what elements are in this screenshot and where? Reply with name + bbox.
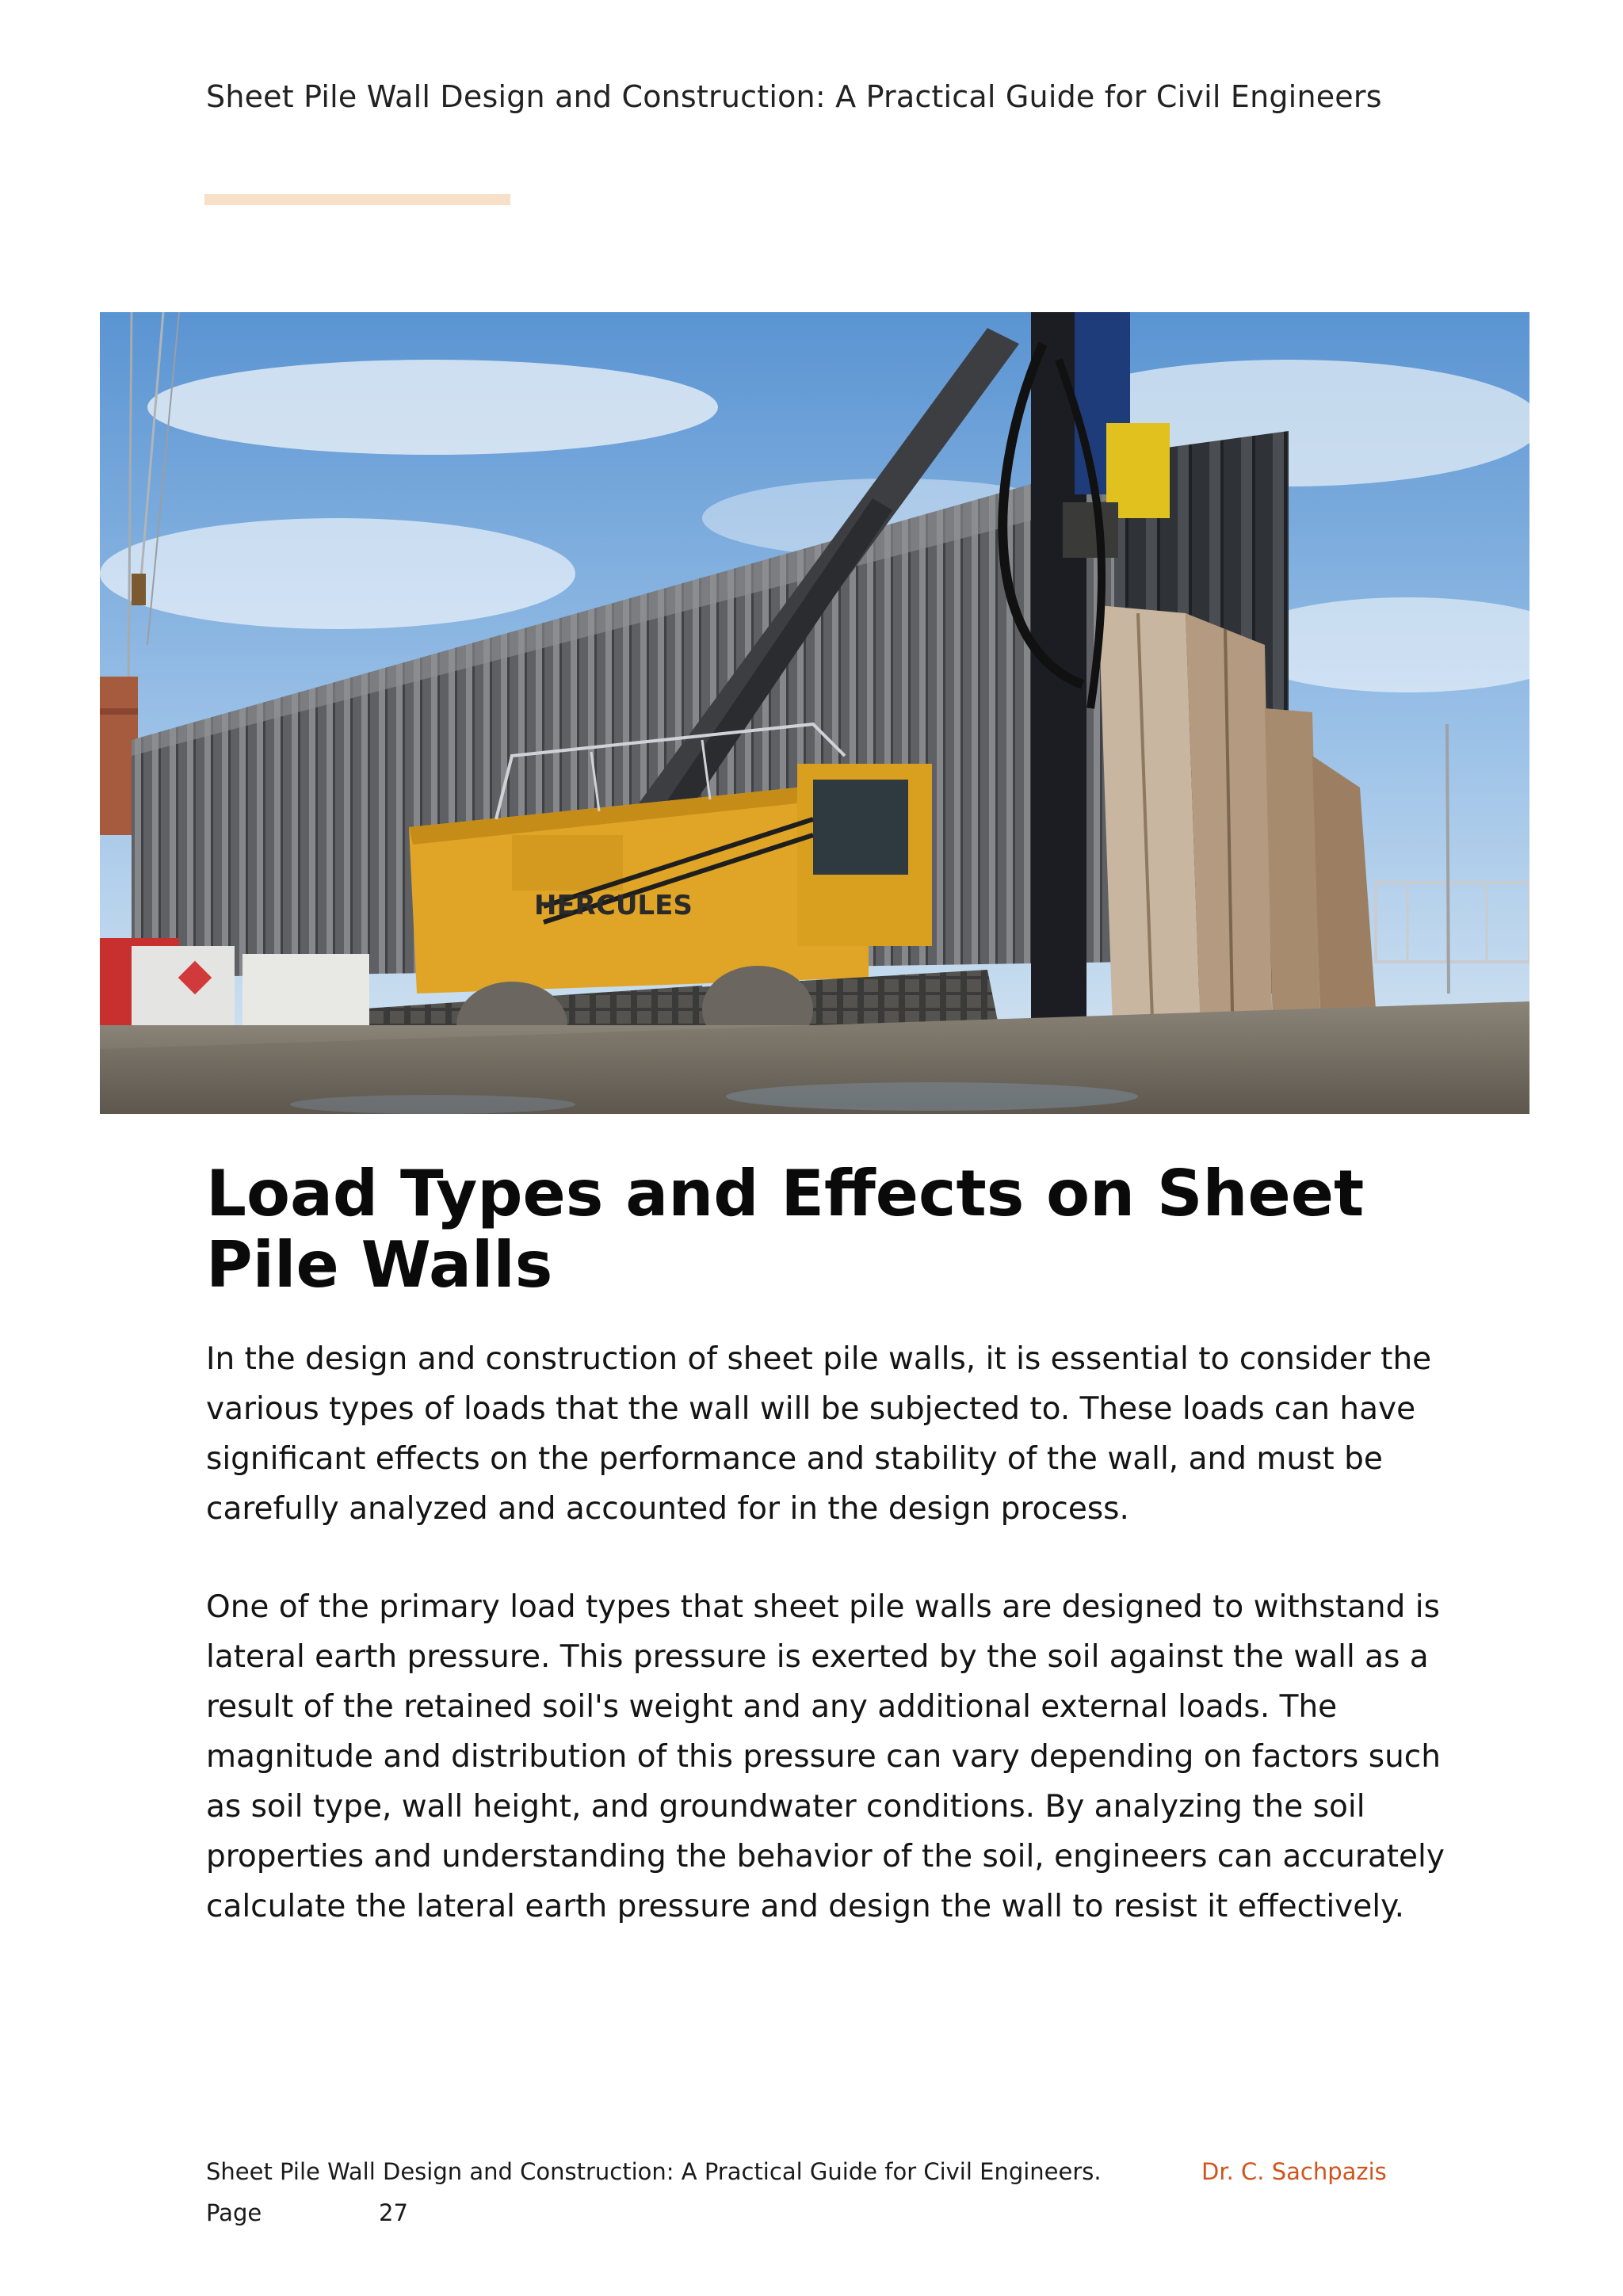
paragraph-intro: In the design and construction of sheet pile walls, it is essential to consider the various types of loads that the wall will be subjected to. These loads can have significant effects on the performance and stability of the wall, and must be carefully analyzed and accounted for in the design process. [206,1341,1432,1527]
running-header: Sheet Pile Wall Design and Construction: A Practical Guide for Civil Engineers [206,79,1382,114]
construction-photo [100,312,1529,1114]
footer-author: Dr. C. Sachpazis [1201,2158,1387,2185]
machine-label: HERCULES [534,890,693,921]
paragraph-lateral-earth-pressure: One of the primary load types that sheet pile walls are designed to withstand is lateral earth pressure. This pressure is exerted by the soil against the wall as a result of the retained soil's weight and any additional external loads. The magnitude and distribution of this pressure can vary depending on factors such as soil type, wall height, and groundwater conditions. By analyzing the soil properties and understanding the behavior of the soil, engineers can accurately calculate the lateral earth pressure and design the wall to resist it effectively. [206,1589,1445,1924]
footer-page-label: Page [206,2199,262,2226]
footer-book-title: Sheet Pile Wall Design and Construction: A Practical Guide for Civil Engineers. [206,2158,1102,2185]
accent-rule [204,194,510,205]
section-title: Load Types and Effects on Sheet Pile Walls [206,1157,1365,1302]
footer-page-number: 27 [379,2199,408,2226]
